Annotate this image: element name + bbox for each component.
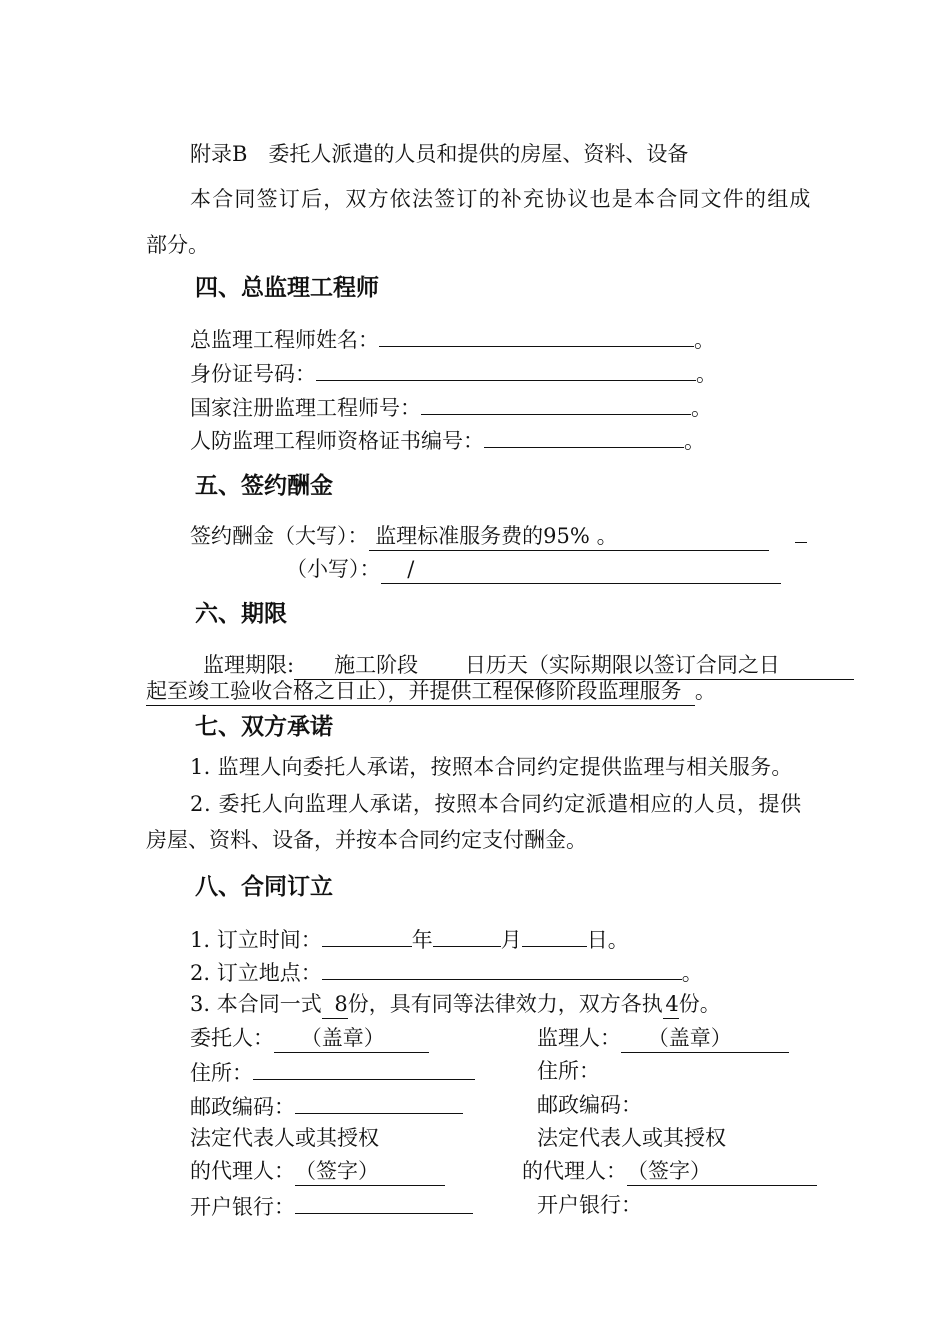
copies-row bbox=[190, 990, 721, 1019]
client-row bbox=[190, 1024, 429, 1053]
client-bank-label: 开户银行： bbox=[190, 1195, 295, 1219]
term-value-line-1[interactable] bbox=[294, 651, 854, 680]
supervisor-seal: （盖章） bbox=[647, 1026, 732, 1050]
term-line-2 bbox=[146, 677, 716, 706]
section-6-heading: 六、期限 bbox=[195, 601, 287, 627]
supervisor-rep-row bbox=[522, 1157, 817, 1186]
month-field[interactable] bbox=[433, 924, 501, 947]
client-seal-field[interactable] bbox=[274, 1024, 429, 1053]
term-label: 监理期限: bbox=[203, 653, 295, 677]
supplement-line-2: 部分。 bbox=[146, 233, 209, 257]
signing-time-label: 1. 订立时间： bbox=[190, 928, 322, 952]
period: 。 bbox=[684, 429, 705, 453]
fee-upper-field[interactable] bbox=[369, 522, 769, 551]
client-sign: （签字） bbox=[295, 1159, 379, 1183]
supervisor-row bbox=[537, 1024, 789, 1053]
term-stage: 施工阶段 bbox=[334, 653, 419, 677]
registration-row bbox=[190, 392, 712, 422]
id-number-row bbox=[190, 358, 717, 388]
registration-field[interactable] bbox=[421, 392, 691, 415]
client-rep-label: 的代理人： bbox=[190, 1159, 295, 1183]
promise-item-1: 1. 监理人向委托人承诺，按照本合同约定提供监理与相关服务。 bbox=[190, 755, 793, 779]
signing-place-field[interactable] bbox=[322, 957, 682, 980]
month-label: 月 bbox=[500, 928, 522, 952]
term-line-1 bbox=[203, 651, 854, 680]
id-number-field[interactable] bbox=[316, 358, 696, 381]
period: 。 bbox=[694, 679, 716, 703]
client-sign-field[interactable] bbox=[295, 1157, 445, 1186]
day-label: 日。 bbox=[586, 928, 629, 952]
term-value-line-2[interactable] bbox=[146, 677, 695, 706]
appendix-b-line: 附录B 委托人派遣的人员和提供的房屋、资料、设备 bbox=[190, 142, 689, 166]
section-5-heading: 五、签约酬金 bbox=[195, 473, 333, 499]
civil-defense-row bbox=[190, 425, 705, 455]
supervisor-sign: （签字） bbox=[627, 1159, 711, 1183]
period: 。 bbox=[694, 328, 715, 352]
client-address-field[interactable] bbox=[253, 1057, 475, 1080]
supervisor-address: 住所： bbox=[537, 1059, 600, 1083]
client-postcode-label: 邮政编码： bbox=[190, 1095, 295, 1119]
copies-end: 份。 bbox=[678, 992, 721, 1016]
chief-name-label: 总监理工程师姓名： bbox=[190, 328, 379, 352]
section-8-heading: 八、合同订立 bbox=[195, 874, 333, 900]
promise-item-2-line-2: 房屋、资料、设备，并按本合同约定支付酬金。 bbox=[146, 828, 587, 852]
chief-name-row bbox=[190, 324, 715, 354]
year-field[interactable] bbox=[322, 924, 412, 947]
day-field[interactable] bbox=[522, 924, 587, 947]
fee-lower-value: / bbox=[407, 557, 415, 581]
fee-lower-row bbox=[286, 555, 781, 584]
fee-upper-trailing-line bbox=[795, 542, 807, 543]
client-postcode-row bbox=[190, 1091, 463, 1121]
section-4-heading: 四、总监理工程师 bbox=[195, 275, 379, 301]
section-7-heading: 七、双方承诺 bbox=[195, 714, 333, 740]
supervisor-label: 监理人： bbox=[537, 1026, 621, 1050]
civil-defense-label: 人防监理工程师资格证书编号： bbox=[190, 429, 484, 453]
fee-lower-label: （小写）： bbox=[286, 557, 381, 581]
client-postcode-field[interactable] bbox=[295, 1091, 463, 1114]
civil-defense-field[interactable] bbox=[484, 425, 684, 448]
client-address-label: 住所： bbox=[190, 1061, 253, 1085]
copies-mid: 份，具有同等法律效力，双方各执 bbox=[347, 992, 663, 1016]
client-rep-row bbox=[190, 1157, 445, 1186]
registration-label: 国家注册监理工程师号： bbox=[190, 396, 421, 420]
year-label: 年 bbox=[411, 928, 433, 952]
supervisor-sign-field[interactable] bbox=[627, 1157, 817, 1186]
signing-place-row bbox=[190, 957, 703, 987]
signing-place-label: 2. 订立地点： bbox=[190, 961, 322, 985]
supervisor-bank: 开户银行： bbox=[537, 1193, 642, 1217]
period: 。 bbox=[696, 362, 717, 386]
period: 。 bbox=[681, 961, 703, 985]
supplement-line-1: 本合同签订后，双方依法签订的补充协议也是本合同文件的组成 bbox=[190, 187, 812, 211]
fee-upper-row bbox=[190, 522, 769, 551]
copies-pre: 3. 本合同一式 bbox=[190, 992, 322, 1016]
client-label: 委托人： bbox=[190, 1026, 274, 1050]
copies-each[interactable]: 4 bbox=[663, 990, 679, 1019]
client-address-row bbox=[190, 1057, 475, 1087]
client-seal: （盖章） bbox=[300, 1026, 385, 1050]
id-number-label: 身份证号码： bbox=[190, 362, 316, 386]
fee-upper-label: 签约酬金（大写）： bbox=[190, 524, 369, 548]
fee-lower-field[interactable] bbox=[381, 555, 781, 584]
supervisor-postcode: 邮政编码： bbox=[537, 1093, 642, 1117]
copies-total[interactable]: 8 bbox=[322, 990, 348, 1019]
client-rep-line-1: 法定代表人或其授权 bbox=[190, 1126, 379, 1150]
supervisor-seal-field[interactable] bbox=[621, 1024, 789, 1053]
client-bank-row bbox=[190, 1191, 473, 1221]
promise-item-2-line-1: 2. 委托人向监理人承诺，按照本合同约定派遣相应的人员，提供 bbox=[190, 792, 802, 816]
supervisor-rep-label: 的代理人： bbox=[522, 1159, 627, 1183]
period: 。 bbox=[691, 396, 712, 420]
term-line-1-rest: 日历天（实际期限以签订合同之日 bbox=[464, 653, 780, 677]
term-line-2-text: 起至竣工验收合格之日止），并提供工程保修阶段监理服务 bbox=[146, 679, 682, 703]
chief-name-field[interactable] bbox=[379, 324, 694, 347]
period: 。 bbox=[596, 524, 618, 548]
fee-upper-value: 监理标准服务费的95% bbox=[375, 524, 590, 548]
client-bank-field[interactable] bbox=[295, 1191, 473, 1214]
signing-time-row bbox=[190, 924, 629, 954]
supervisor-rep-line-1: 法定代表人或其授权 bbox=[537, 1126, 726, 1150]
